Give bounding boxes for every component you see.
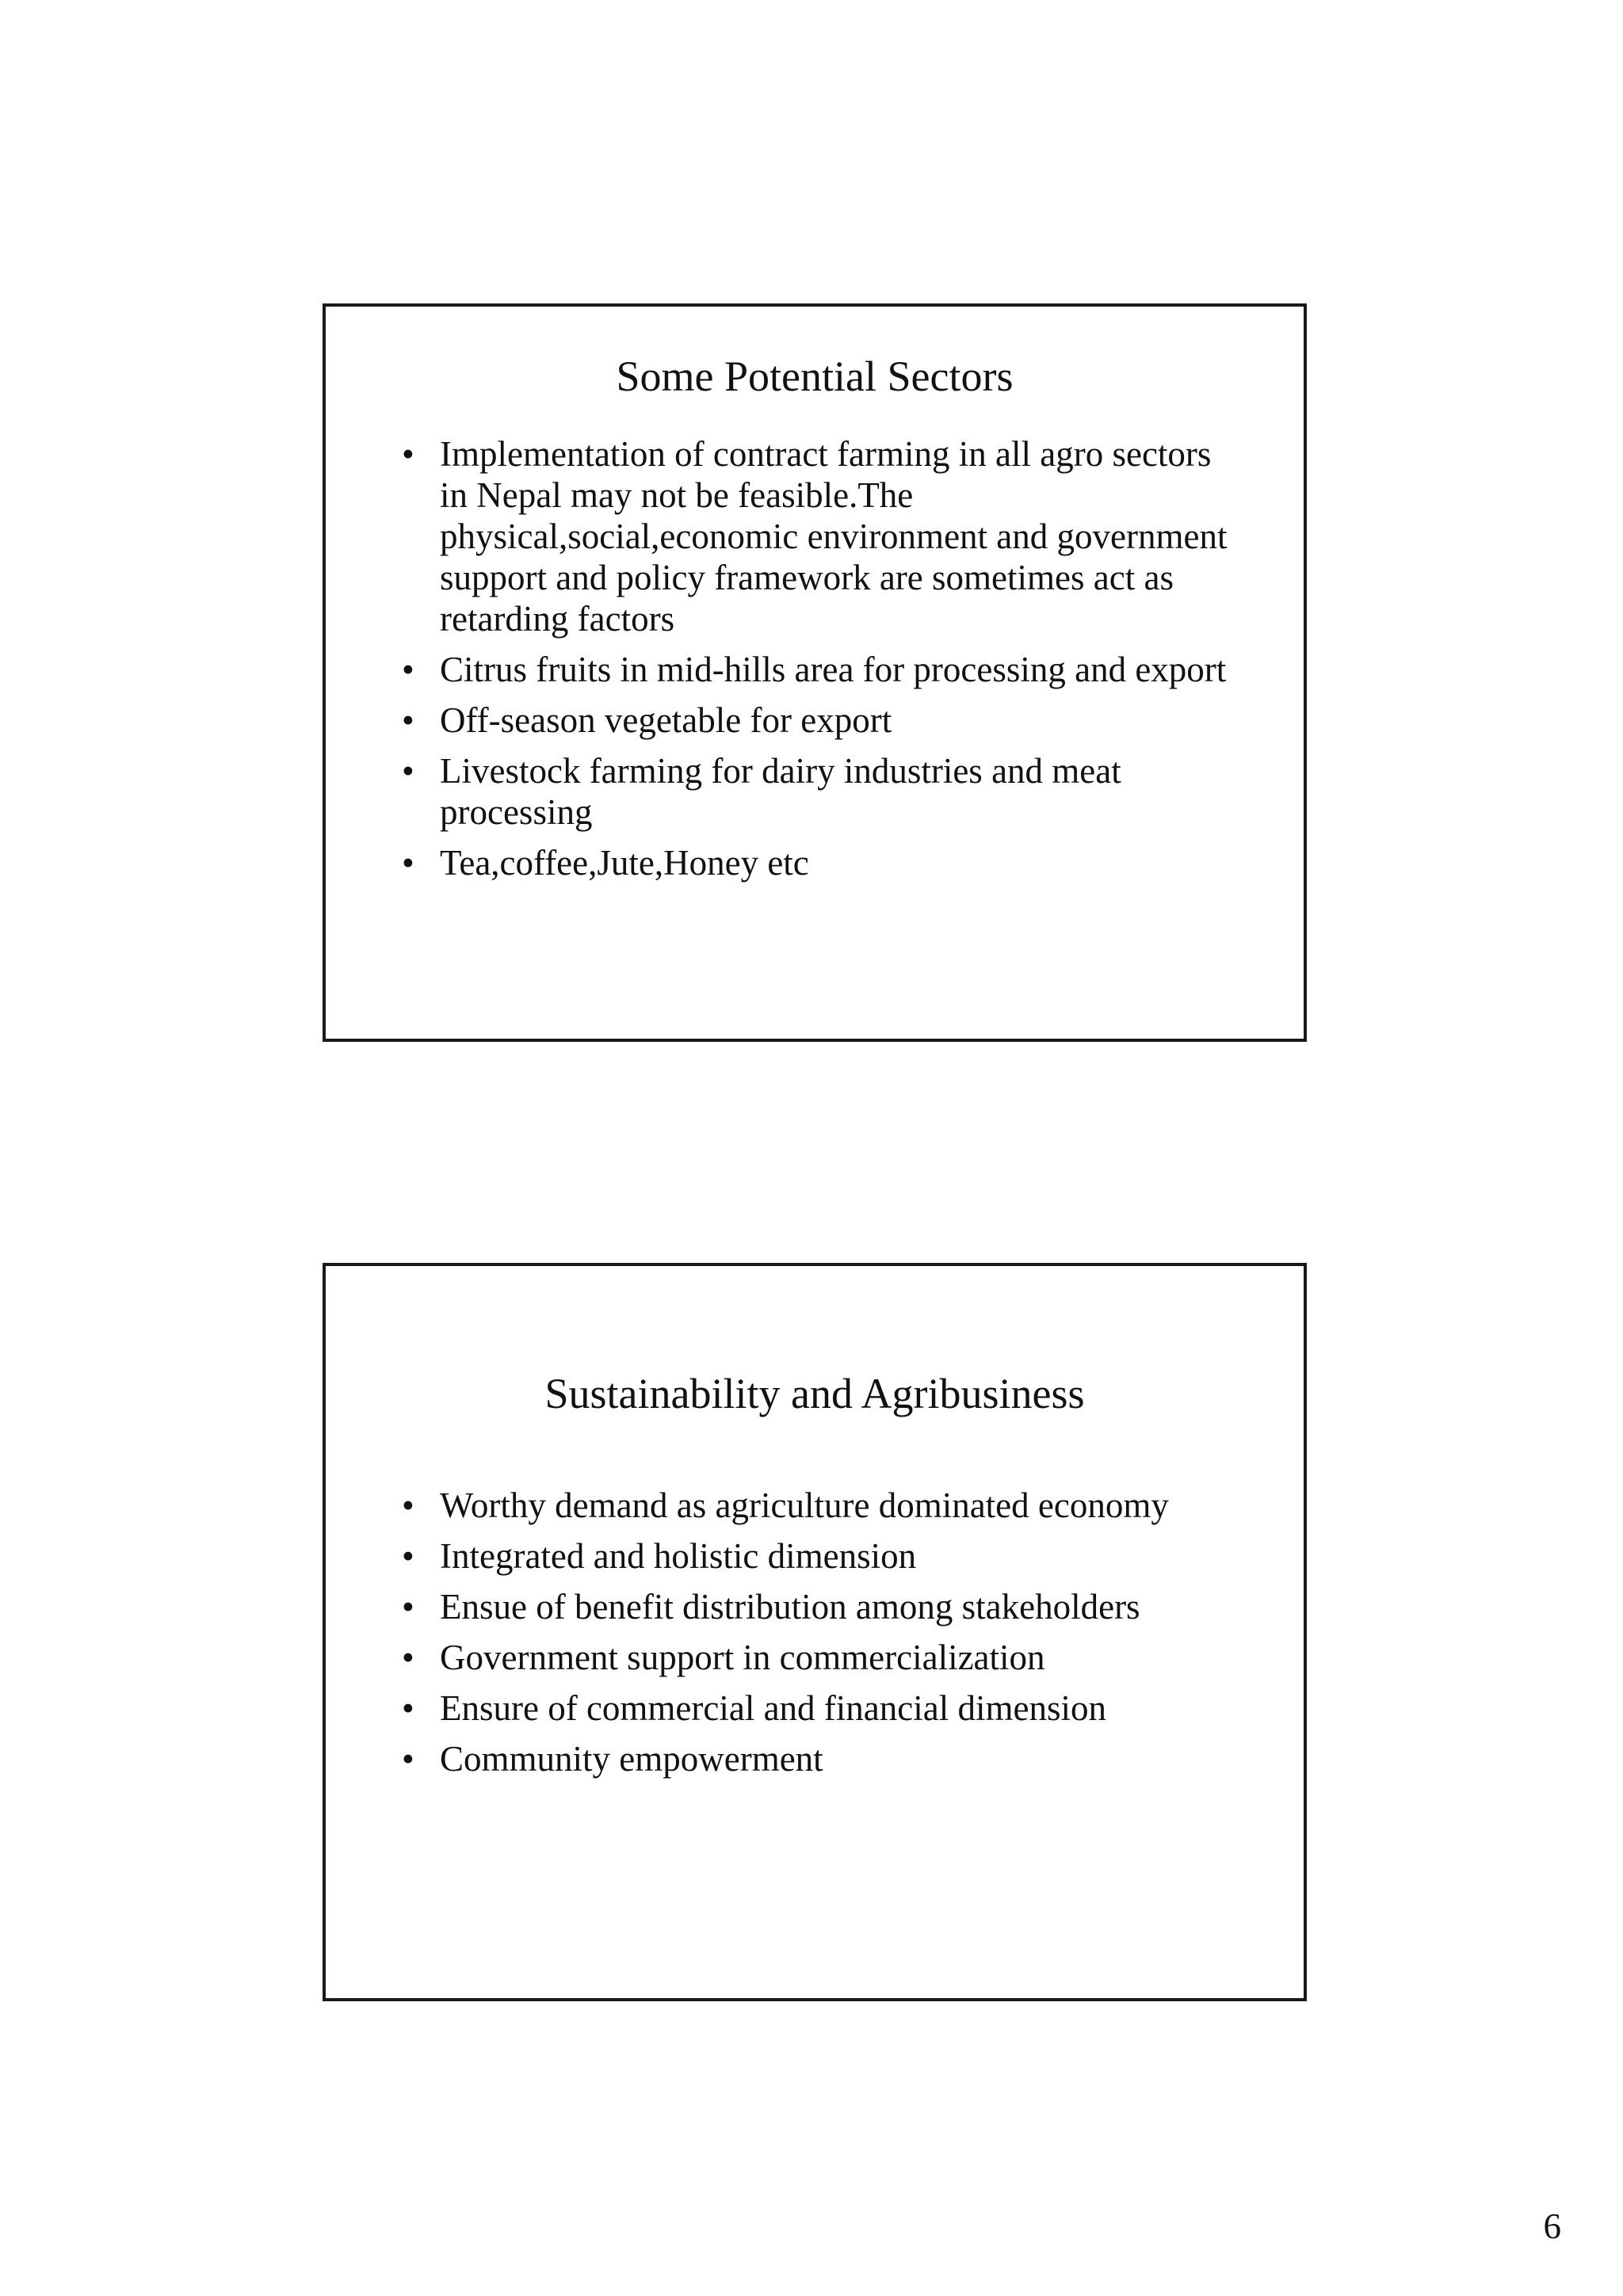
bullet-icon: • [402, 1486, 414, 1525]
bullet-icon: • [402, 1688, 414, 1728]
list-item [402, 1586, 1242, 1627]
list-item [402, 649, 1242, 690]
list-item [402, 1535, 1242, 1577]
list-item [402, 1637, 1242, 1678]
list-item [402, 1485, 1242, 1526]
list-item [402, 700, 1242, 741]
page-number: 6 [1543, 2206, 1561, 2246]
bullet-list [402, 1485, 1242, 1789]
bullet-icon: • [402, 843, 414, 883]
bullet-text: Implementation of contract farming in all agro sectors in Nepal may not be feasible.The physical,social,economic environment and government support and policy framework are sometimes act as retarding factors [440, 434, 1228, 639]
slide-potential-sectors [323, 303, 1307, 1042]
bullet-text: Worthy demand as agriculture dominated economy [440, 1486, 1169, 1525]
slide-sustainability-agribusiness [323, 1263, 1307, 2001]
bullet-text: Ensue of benefit distribution among stakeholders [440, 1587, 1140, 1627]
slide-title: Some Potential Sectors [616, 353, 1014, 400]
list-item [402, 433, 1242, 639]
slide-title: Sustainability and Agribusiness [544, 1370, 1085, 1417]
bullet-text: Ensure of commercial and financial dimension [440, 1688, 1106, 1728]
bullet-icon: • [402, 434, 414, 474]
list-item [402, 1688, 1242, 1729]
bullet-icon: • [402, 1638, 414, 1677]
bullet-icon: • [402, 1587, 414, 1627]
bullet-icon: • [402, 700, 414, 740]
bullet-text: Livestock farming for dairy industries and meat processing [440, 751, 1121, 832]
list-item [402, 750, 1242, 833]
bullet-text: Citrus fruits in mid-hills area for processing and export [440, 650, 1227, 689]
bullet-icon: • [402, 1536, 414, 1576]
bullet-icon: • [402, 650, 414, 689]
bullet-text: Tea,coffee,Jute,Honey etc [440, 843, 809, 883]
bullet-icon: • [402, 751, 414, 791]
bullet-icon: • [402, 1739, 414, 1779]
bullet-list [402, 433, 1242, 893]
bullet-text: Community empowerment [440, 1739, 823, 1779]
list-item [402, 1738, 1242, 1779]
list-item [402, 842, 1242, 883]
bullet-text: Off-season vegetable for export [440, 700, 892, 740]
bullet-text: Integrated and holistic dimension [440, 1536, 917, 1576]
bullet-text: Government support in commercialization [440, 1638, 1045, 1677]
